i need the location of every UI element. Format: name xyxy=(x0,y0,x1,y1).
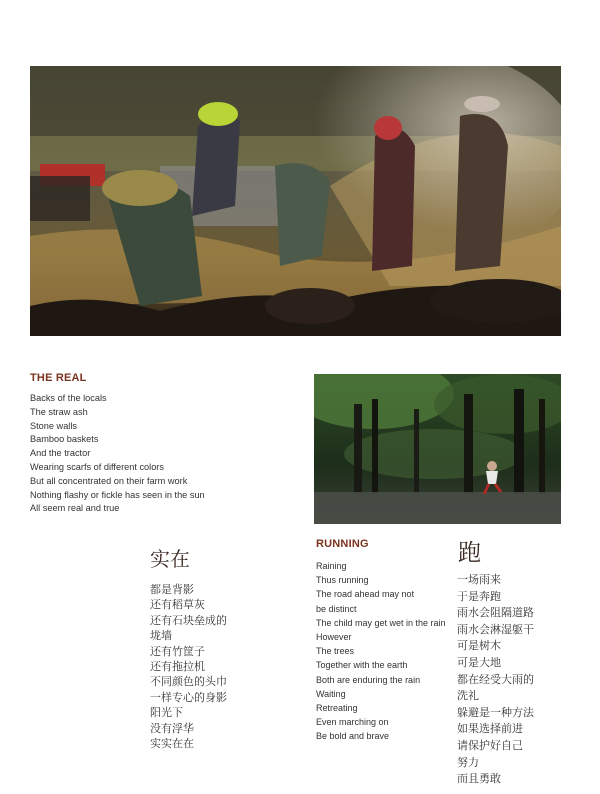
real-line-en: And the tractor xyxy=(30,448,91,459)
real-line-zh: 都是背影 xyxy=(150,583,194,596)
running-line-en: Both are enduring the rain xyxy=(316,674,421,685)
running-line-en: The road ahead may not xyxy=(316,589,415,600)
section-real-lines-zh xyxy=(150,582,227,751)
real-line-zh: 实实在在 xyxy=(150,737,194,751)
real-line-zh: 没有浮华 xyxy=(150,721,194,735)
running-line-en: Be bold and brave xyxy=(316,731,390,742)
section-real-title-zh: 实在 xyxy=(150,547,190,571)
running-line-en: However xyxy=(316,632,352,643)
running-line-en: Retreating xyxy=(316,703,358,714)
real-line-en: Wearing scarfs of different colors xyxy=(30,461,164,472)
running-line-en: Even marching on xyxy=(316,717,389,728)
running-line-zh: 洗礼 xyxy=(457,689,479,703)
running-line-zh: 雨水会阻隔道路 xyxy=(457,606,534,620)
real-line-zh: 阳光下 xyxy=(150,706,183,720)
running-line-en: be distinct xyxy=(316,603,357,614)
real-line-en: But all concentrated on their farm work xyxy=(30,475,188,486)
running-line-en: The child may get wet in the rain xyxy=(316,617,446,628)
section-running-title-zh: 跑 xyxy=(458,540,481,566)
real-line-zh: 还有石块垒成的 xyxy=(150,613,227,627)
running-line-zh: 躲避是一种方法 xyxy=(457,705,534,719)
real-line-en: Backs of the locals xyxy=(30,393,107,403)
running-line-zh: 于是奔跑 xyxy=(457,589,501,603)
real-line-zh: 一样专心的身影 xyxy=(150,690,227,704)
section-real-lines-en xyxy=(30,392,205,516)
running-line-en: Waiting xyxy=(316,688,346,699)
running-line-en: Thus running xyxy=(316,575,369,586)
real-line-zh: 还有稻草灰 xyxy=(150,598,205,612)
real-line-zh: 还有拖拉机 xyxy=(150,660,205,674)
section-real-title-en: THE REAL xyxy=(30,372,87,384)
running-line-zh: 可是树木 xyxy=(457,639,501,653)
real-line-en: Stone walls xyxy=(30,420,77,431)
section-running-lines-en xyxy=(316,559,446,744)
section-running-title-en: RUNNING xyxy=(316,538,369,550)
harvest-photo xyxy=(30,66,561,336)
forest-photo xyxy=(314,374,561,524)
running-line-zh: 可是大地 xyxy=(457,655,501,669)
real-line-zh: 垅墙 xyxy=(150,629,172,643)
running-line-zh: 请保护好自己 xyxy=(457,738,523,752)
running-line-en: The trees xyxy=(316,646,355,657)
real-line-en: Bamboo baskets xyxy=(30,434,99,445)
running-line-zh: 雨水会淋湿躯干 xyxy=(457,622,534,636)
section-running-lines-zh xyxy=(457,572,534,788)
real-line-zh: 不同颜色的头巾 xyxy=(150,675,227,689)
running-line-zh: 都在经受大雨的 xyxy=(457,672,534,686)
real-line-en: All seem real and true xyxy=(30,503,120,514)
running-line-en: Together with the earth xyxy=(316,660,408,671)
running-line-zh: 如果选择前进 xyxy=(457,722,523,736)
real-line-en: The straw ash xyxy=(30,406,88,417)
real-line-en: Nothing flashy or fickle has seen in the sun xyxy=(30,489,205,500)
running-line-zh: 而且勇敢 xyxy=(457,772,501,786)
running-line-en: Raining xyxy=(316,561,347,571)
running-line-zh: 努力 xyxy=(457,755,479,769)
real-line-zh: 还有竹筐子 xyxy=(150,644,205,658)
running-line-zh: 一场雨来 xyxy=(457,573,501,586)
